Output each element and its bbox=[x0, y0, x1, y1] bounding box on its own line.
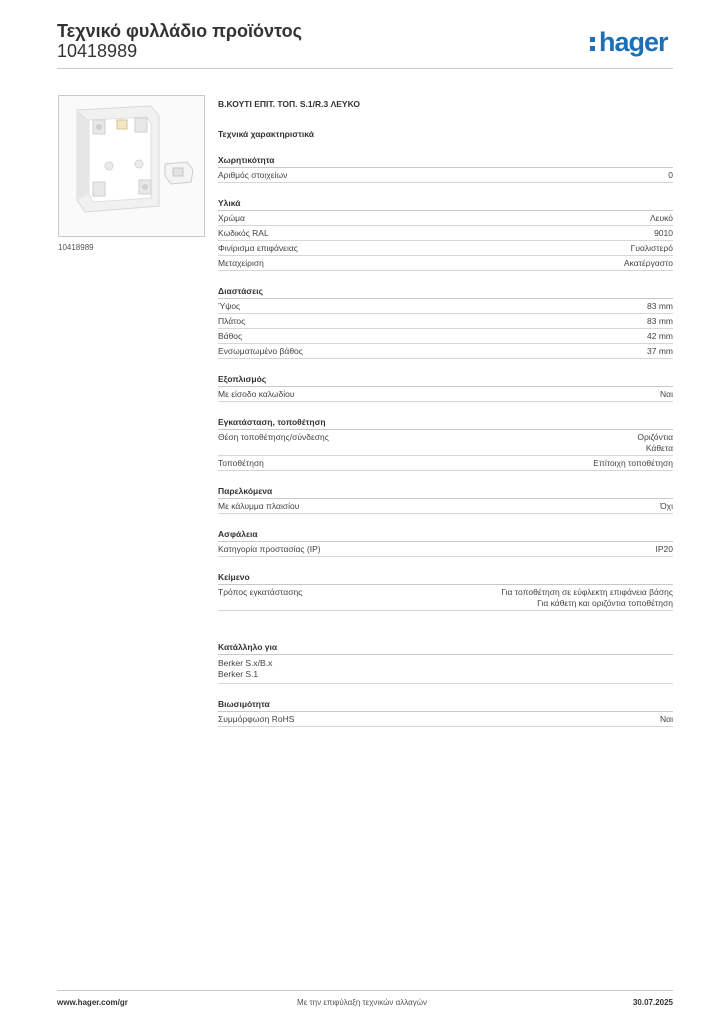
sustainability-rows bbox=[218, 712, 673, 727]
logo-text: hager bbox=[599, 27, 668, 57]
spec-label: Θέση τοποθέτησης/σύνδεσης bbox=[218, 432, 329, 442]
footer-date: 30.07.2025 bbox=[632, 998, 673, 1007]
spec-group bbox=[218, 154, 673, 183]
spec-label: Φινίρισμα επιφάνειας bbox=[218, 243, 298, 253]
spec-label: Μεταχείριση bbox=[218, 258, 264, 268]
spec-label: Πλάτος bbox=[218, 316, 246, 326]
sustainability-section bbox=[218, 698, 673, 727]
spec-label: Τρόπος εγκατάστασης bbox=[218, 587, 303, 597]
spec-value bbox=[654, 228, 673, 239]
spec-value bbox=[660, 714, 673, 725]
document-title: Τεχνικό φυλλάδιο προϊόντος bbox=[57, 21, 302, 41]
spec-value-line: IP20 bbox=[655, 544, 673, 554]
suitable-for-item: Berker S.x/B.x bbox=[218, 658, 273, 668]
spec-row bbox=[218, 387, 673, 402]
footer-website[interactable]: www.hager.com/gr bbox=[57, 998, 128, 1007]
spec-label: Βάθος bbox=[218, 331, 243, 341]
spec-group-title: Χωρητικότητα bbox=[218, 154, 673, 168]
logo-dots-icon bbox=[590, 37, 596, 53]
spec-value-line: Ακατέργαστο bbox=[623, 258, 673, 268]
spec-group bbox=[218, 285, 673, 359]
spec-value-line: 0 bbox=[668, 170, 673, 180]
spec-value-line: Για κάθετη και οριζόντια τοποθέτηση bbox=[537, 598, 673, 608]
spec-group-title: Ασφάλεια bbox=[218, 528, 673, 542]
sustainability-title: Βιωσιμότητα bbox=[218, 698, 673, 712]
spec-row bbox=[218, 211, 673, 226]
spec-row bbox=[218, 542, 673, 557]
hager-logo bbox=[590, 26, 680, 62]
spec-value-line: 83 mm bbox=[647, 301, 673, 311]
spec-group bbox=[218, 528, 673, 557]
spec-row bbox=[218, 314, 673, 329]
spec-row bbox=[218, 299, 673, 314]
spec-group bbox=[218, 373, 673, 402]
spec-row bbox=[218, 499, 673, 514]
footer-disclaimer: Με την επιφύλαξη τεχνικών αλλαγών bbox=[297, 998, 427, 1007]
spec-value bbox=[647, 301, 673, 312]
spec-value-line: Οριζόντια bbox=[637, 432, 673, 442]
spec-value bbox=[647, 346, 673, 357]
spec-value bbox=[631, 243, 673, 254]
product-name: Β.ΚΟΥΤΙ ΕΠΙΤ. ΤΟΠ. S.1/R.3 ΛΕΥΚΟ bbox=[218, 99, 360, 109]
spec-row bbox=[218, 430, 673, 456]
spec-group-title: Κείμενο bbox=[218, 571, 673, 585]
spec-value-line: Επίτοιχη τοποθέτηση bbox=[593, 458, 673, 468]
spec-value bbox=[660, 389, 673, 400]
spec-label: Ύψος bbox=[218, 301, 241, 311]
spec-row bbox=[218, 168, 673, 183]
suitable-for-list bbox=[218, 655, 673, 684]
spec-row bbox=[218, 456, 673, 471]
header-divider bbox=[57, 68, 673, 69]
suitable-for-section bbox=[218, 641, 673, 684]
spec-value bbox=[650, 213, 673, 224]
footer-divider bbox=[57, 990, 673, 991]
spec-label: Με είσοδο καλωδίου bbox=[218, 389, 295, 399]
spec-label: Ενσωματωμένο βάθος bbox=[218, 346, 303, 356]
photo-caption: 10418989 bbox=[58, 243, 94, 252]
product-photo bbox=[58, 95, 205, 237]
spec-value bbox=[501, 587, 673, 609]
spec-value bbox=[660, 501, 673, 512]
suitable-for-title: Κατάλληλο για bbox=[218, 641, 673, 655]
spec-value-line: Γυαλιστερό bbox=[630, 243, 673, 253]
spec-value-line: Κάθετα bbox=[645, 443, 673, 453]
spec-value-line: 37 mm bbox=[647, 346, 673, 356]
spec-label: Τοποθέτηση bbox=[218, 458, 264, 468]
spec-group-title: Διαστάσεις bbox=[218, 285, 673, 299]
spec-group bbox=[218, 197, 673, 271]
spec-label: Κωδικός RAL bbox=[218, 228, 269, 238]
spec-value-line: Ναι bbox=[660, 389, 673, 399]
spec-row bbox=[218, 712, 673, 727]
spec-row bbox=[218, 256, 673, 271]
spec-value-line: 83 mm bbox=[647, 316, 673, 326]
spec-row bbox=[218, 241, 673, 256]
spec-group bbox=[218, 571, 673, 611]
spec-value bbox=[647, 316, 673, 327]
spec-value bbox=[593, 458, 673, 469]
spec-group bbox=[218, 416, 673, 471]
spec-value bbox=[624, 258, 673, 269]
junction-box-icon bbox=[59, 96, 204, 236]
spec-value bbox=[647, 331, 673, 342]
spec-groups bbox=[218, 154, 673, 611]
spec-value bbox=[668, 170, 673, 181]
spec-value-line: 42 mm bbox=[647, 331, 673, 341]
spec-value-line: 9010 bbox=[654, 228, 673, 238]
spec-value-line: Όχι bbox=[660, 501, 673, 511]
spec-row bbox=[218, 329, 673, 344]
spec-value bbox=[656, 544, 674, 555]
spec-row bbox=[218, 344, 673, 359]
spec-group-title: Εξοπλισμός bbox=[218, 373, 673, 387]
tech-section-title: Τεχνικά χαρακτηριστικά bbox=[218, 129, 314, 139]
spec-value-line: Ναι bbox=[660, 714, 673, 724]
spec-group bbox=[218, 485, 673, 514]
spec-row bbox=[218, 226, 673, 241]
spec-label: Αριθμός στοιχείων bbox=[218, 170, 288, 180]
spec-value bbox=[637, 432, 673, 454]
spec-value-line: Λευκό bbox=[650, 213, 673, 223]
spec-group-title: Υλικά bbox=[218, 197, 673, 211]
spec-row bbox=[218, 585, 673, 611]
spec-value-line: Για τοποθέτηση σε εύφλεκτη επιφάνεια βάσης bbox=[501, 587, 673, 597]
technical-content bbox=[218, 98, 673, 727]
spec-group-title: Παρελκόμενα bbox=[218, 485, 673, 499]
spec-label: Με κάλυμμα πλαισίου bbox=[218, 501, 300, 511]
product-code: 10418989 bbox=[57, 41, 138, 61]
spec-label: Χρώμα bbox=[218, 213, 245, 223]
spec-group-title: Εγκατάσταση, τοποθέτηση bbox=[218, 416, 673, 430]
spec-label: Συμμόρφωση RoHS bbox=[218, 714, 295, 724]
suitable-for-item: Berker S.1 bbox=[218, 669, 259, 679]
spec-label: Κατηγορία προστασίας (IP) bbox=[218, 544, 321, 554]
